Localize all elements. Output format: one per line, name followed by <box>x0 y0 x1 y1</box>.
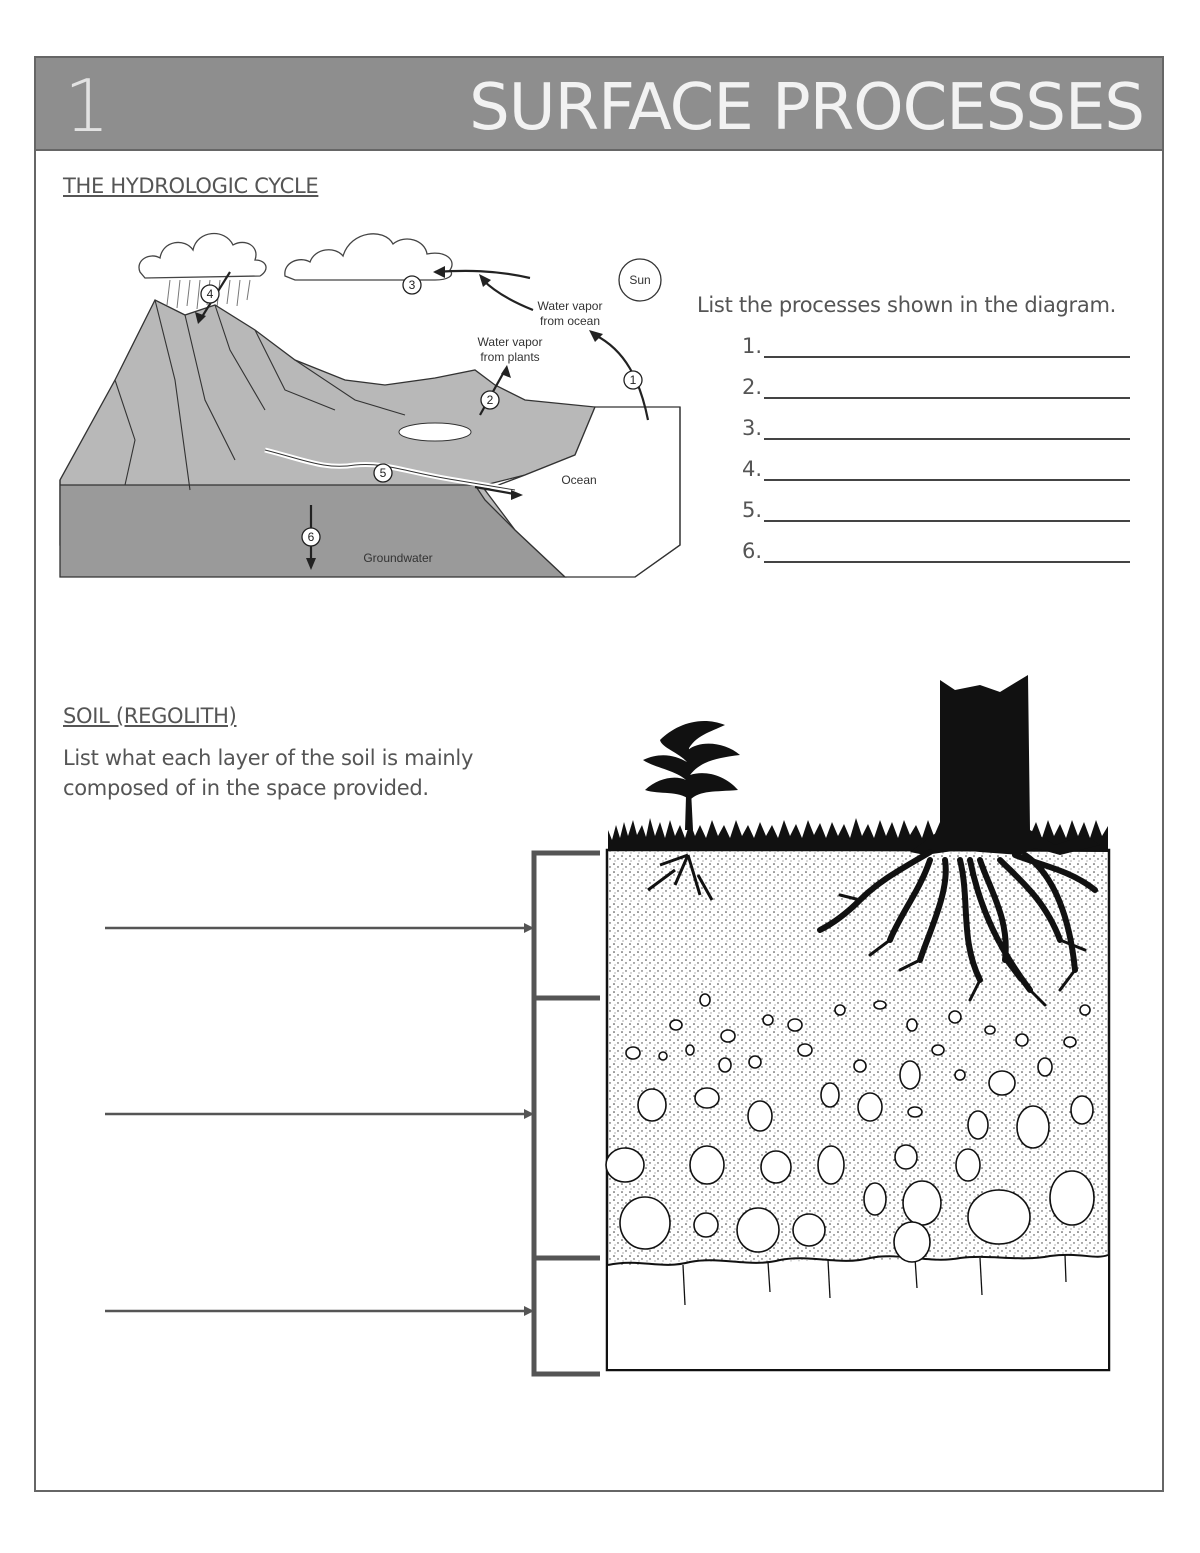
hydrologic-cycle-diagram <box>55 210 685 582</box>
vapor-plants-label-line2: from plants <box>480 350 540 364</box>
process-marker-5: 5 <box>379 466 387 480</box>
vapor-ocean-label-line1: Water vapor <box>537 299 603 313</box>
answer-line[interactable] <box>764 397 1130 399</box>
process-marker-3: 3 <box>408 278 416 292</box>
process-marker-4: 4 <box>206 287 214 301</box>
process-marker-1: 1 <box>629 373 637 387</box>
layer-answer-arrows <box>105 923 534 1316</box>
answer-line[interactable] <box>764 561 1130 563</box>
hydrologic-cycle-heading: THE HYDROLOGIC CYCLE <box>63 174 319 198</box>
soil-profile-diagram <box>100 670 1120 1380</box>
vapor-ocean-label-line2: from ocean <box>539 314 601 328</box>
answer-row[interactable]: 4. <box>742 455 1142 496</box>
answer-row[interactable]: 5. <box>742 496 1142 537</box>
chapter-number: 1 <box>64 64 110 148</box>
soil-prompt-line2: composed of in the space provided. <box>63 776 429 800</box>
soil-heading: SOIL (REGOLITH) <box>63 704 237 728</box>
process-answer-list <box>742 332 1142 578</box>
groundwater-label: Groundwater <box>363 551 433 565</box>
process-marker-6: 6 <box>307 530 315 544</box>
answer-row[interactable]: 3. <box>742 414 1142 455</box>
answer-line[interactable] <box>764 479 1130 481</box>
vapor-plants-label-line1: Water vapor <box>477 335 543 349</box>
layer-brackets <box>534 853 600 1374</box>
chapter-title: SURFACE PROCESSES <box>469 71 1144 145</box>
answer-line[interactable] <box>764 438 1130 440</box>
chapter-banner <box>34 56 1164 151</box>
lake <box>399 423 471 441</box>
sun-label: Sun <box>629 273 651 287</box>
cloud-icon <box>139 234 452 280</box>
answer-row[interactable]: 6. <box>742 537 1142 578</box>
ocean-label: Ocean <box>561 473 597 487</box>
hydrologic-prompt: List the processes shown in the diagram. <box>697 293 1116 317</box>
soil-prompt-line1: List what each layer of the soil is mainly <box>63 746 474 770</box>
answer-row[interactable]: 1. <box>742 332 1142 373</box>
process-marker-2: 2 <box>486 393 494 407</box>
answer-line[interactable] <box>764 356 1130 358</box>
answer-line[interactable] <box>764 520 1130 522</box>
answer-row[interactable]: 2. <box>742 373 1142 414</box>
